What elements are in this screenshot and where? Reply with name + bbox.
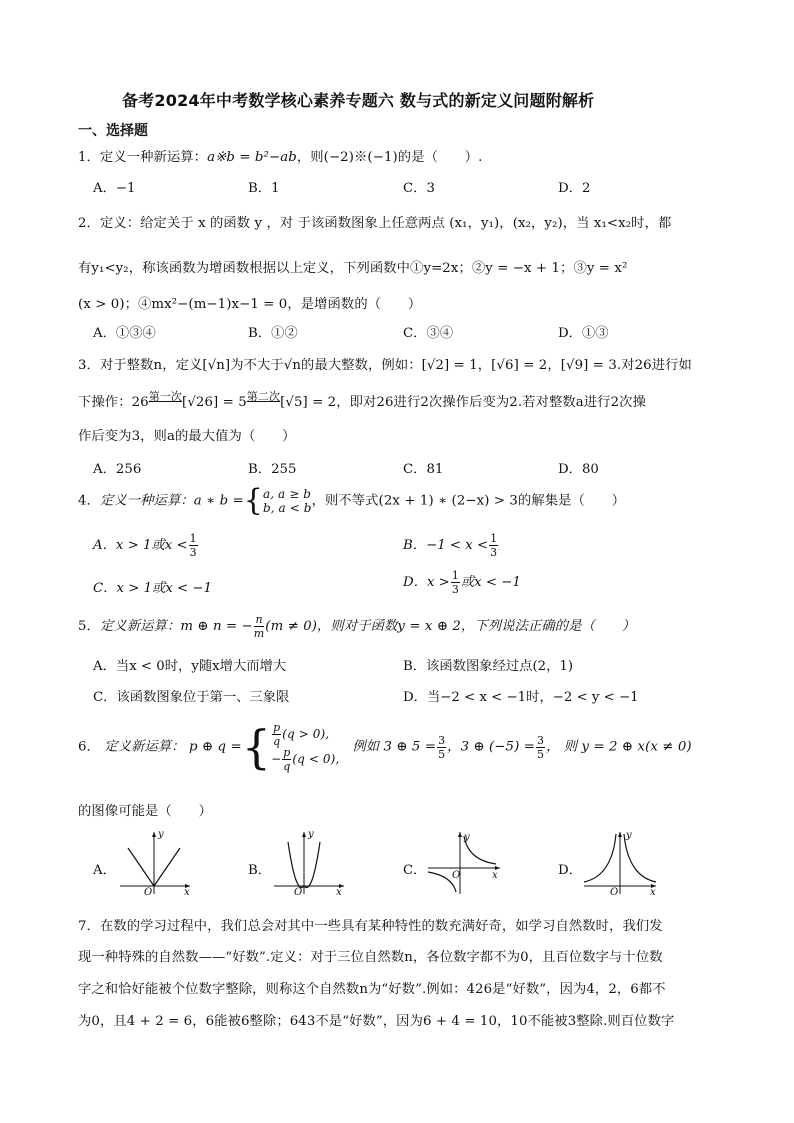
question-3-line3: 作后变为3，则a的最大值为（ ） <box>78 429 296 444</box>
question-text: 对于整数n，定义[√n]为不大于√n的最大整数，例如：[√2] = 1，[√6] = 2，[√9] = 3.对26进行如 <box>99 358 692 373</box>
option-a: A．①③④ <box>93 326 156 341</box>
question-7 <box>78 915 663 934</box>
x-label: x <box>184 887 190 896</box>
denominator: 5 <box>438 747 446 761</box>
denominator: 5 <box>536 747 545 761</box>
question-5 <box>78 614 635 639</box>
option-b: B．255 <box>248 462 297 477</box>
step-label: 第二次 <box>246 390 281 403</box>
numerator: 1 <box>189 532 197 545</box>
option-c: C．③④ <box>403 326 454 341</box>
question-number: 7． <box>78 919 100 934</box>
origin-label: O <box>452 870 461 881</box>
question-text: 在数的学习过程中，我们总会对其中一些具有某种特性的数充满好奇，如学习自然数时，我们发 <box>99 919 663 934</box>
numerator: n <box>255 613 263 626</box>
option-b: B．该函数图象经过点(2，1) <box>403 659 574 674</box>
graph-b <box>272 828 350 896</box>
option-b: B．1 <box>248 181 280 196</box>
y-label: y <box>158 829 164 840</box>
y-arrow <box>302 832 306 837</box>
question-text: ， 则 y = 2 ⊕ x(x ≠ 0) <box>546 739 692 755</box>
graph-c <box>426 828 506 896</box>
question-text: (m ≠ 0)，则对于函数y = x ⊕ 2，下列说法正确的是（ ） <box>265 619 636 634</box>
y-label: y <box>308 829 314 840</box>
question-4 <box>78 483 626 518</box>
piecewise-cases <box>271 722 339 772</box>
question-3 <box>78 354 692 373</box>
denominator: q <box>283 760 291 773</box>
question-text: 下操作：26 <box>78 395 149 410</box>
option-b <box>403 533 499 558</box>
question-text: [√26] = 5 <box>182 395 247 410</box>
option-text: D．x > <box>403 575 450 590</box>
question-2 <box>78 212 671 231</box>
question-7-line3: 字之和恰好能被个位数字整除，则称这个自然数n为“好数”.例如：426是“好数”，因为4，2，6都不 <box>78 982 666 997</box>
question-text: 定义：给定关于 x 的函数 y ，对 于该函数图象上任意两点 (x₁，y₁)，(x₂，y₂)，当 x₁<x₂时，都 <box>99 216 672 231</box>
question-number: 2． <box>78 216 100 231</box>
fraction <box>189 533 198 558</box>
option-c: C．该函数图象位于第一、三象限 <box>93 690 290 705</box>
section-heading: 一、选择题 <box>78 123 148 139</box>
option-b: B．①② <box>248 326 298 341</box>
question-number: 4． <box>78 493 100 509</box>
option-c: C． <box>403 863 427 878</box>
question-text: 定义新运算： p ⊕ q = <box>104 739 242 755</box>
question-number: 6． <box>78 739 100 755</box>
denominator: 3 <box>451 583 459 596</box>
case-1: (q > 0), <box>282 727 330 741</box>
numerator: p <box>273 721 281 734</box>
fraction <box>536 735 545 760</box>
question-6-line2: 的图像可能是（ ） <box>78 804 212 819</box>
question-text: ，3 ⊕ (−5) = <box>447 739 535 755</box>
question-number: 3． <box>78 358 100 373</box>
option-c: C．x > 1或x < −1 <box>93 581 213 596</box>
origin-label: O <box>610 887 619 896</box>
graph-a <box>118 828 196 896</box>
numerator: 1 <box>490 532 498 545</box>
question-7-line4: 为0，且4 + 2 = 6，6能被6整除；643不是“好数”，因为6 + 4 = 10，10不能被3整除.则百位数字 <box>78 1014 675 1029</box>
question-1 <box>78 146 483 165</box>
y-label: y <box>626 830 632 841</box>
option-a <box>93 533 199 558</box>
piecewise-cases <box>263 487 312 515</box>
brace: { <box>243 483 263 518</box>
question-6 <box>78 722 692 772</box>
question-7-line2: 现一种特殊的自然数——“好数”.定义：对于三位自然数n，各位数字都不为0，且百位数字与十位数 <box>78 950 663 965</box>
option-a: A． <box>93 863 116 878</box>
option-c: C．3 <box>403 181 435 196</box>
origin-label: O <box>294 887 303 896</box>
question-2-line3: (x > 0)；④mx²−(m−1)x−1 = 0，是增函数的（ ） <box>78 297 422 312</box>
question-number: 5． <box>78 619 100 634</box>
option-b: B． <box>248 863 272 878</box>
y-label: y <box>464 832 470 843</box>
denominator: 3 <box>189 546 197 559</box>
option-a: A．当x < 0时，y随x增大而增大 <box>93 659 287 674</box>
origin-label: O <box>144 887 153 896</box>
y-arrow <box>618 832 622 837</box>
y-arrow <box>152 832 156 837</box>
case-1: a, a ≥ b <box>262 487 312 501</box>
denominator: q <box>273 735 281 748</box>
question-text: 定义一种运算：a ∗ b = <box>99 493 244 509</box>
option-a: A．−1 <box>93 181 136 196</box>
numerator: 3 <box>438 733 446 747</box>
option-d: D． <box>558 863 582 878</box>
x-label: x <box>492 870 498 881</box>
formula: a※b = b²−ab <box>207 150 297 165</box>
option-d: D．①③ <box>558 326 609 341</box>
fraction <box>451 570 460 595</box>
minus-sign: − <box>271 752 282 766</box>
option-text: 或x < −1 <box>460 575 521 590</box>
question-2-line2: 有y₁<y₂，称该函数为增函数根据以上定义，下列函数中①y=2x；②y = −x + 1；③y = x² <box>78 261 628 276</box>
denominator: m <box>253 627 265 640</box>
page-title: 备考2024年中考数学核心素养专题六 数与式的新定义问题附解析 <box>122 91 595 110</box>
option-d: D．2 <box>558 181 591 196</box>
question-text: ，则不等式(2x + 1) ∗ (2−x) > 3的解集是（ ） <box>311 493 626 509</box>
option-d <box>403 570 521 595</box>
numerator: 3 <box>536 733 545 747</box>
fraction <box>272 722 281 747</box>
y-arrow <box>458 832 462 837</box>
option-d: D．80 <box>558 462 599 477</box>
hyperbola-branch-right <box>624 834 656 882</box>
fraction <box>254 614 265 639</box>
brace: { <box>241 720 272 774</box>
case-2: (q < 0), <box>292 752 340 766</box>
question-text: 定义新运算：m ⊕ n = − <box>99 619 253 634</box>
x-label: x <box>650 887 656 896</box>
numerator: 1 <box>451 569 459 582</box>
option-text: A．x > 1或x < <box>93 538 188 553</box>
question-3-line2 <box>78 388 646 410</box>
graph-d <box>582 828 662 896</box>
step-label: 第一次 <box>148 390 183 403</box>
question-text: 例如 3 ⊕ 5 = <box>352 739 437 755</box>
fraction <box>437 735 446 760</box>
hyperbola-branch-left <box>584 834 616 882</box>
option-text: B．−1 < x < <box>403 538 489 553</box>
question-number: 1． <box>78 150 100 165</box>
option-c: C．81 <box>403 462 444 477</box>
question-text: [√5] = 2，即对26进行2次操作后变为2.若对整数a进行2次操 <box>280 395 646 410</box>
question-text: ，则(−2)※(−1)的是（ ）. <box>296 150 483 165</box>
fraction <box>282 747 291 772</box>
numerator: p <box>283 746 291 759</box>
option-a: A．256 <box>93 462 142 477</box>
fraction <box>489 533 498 558</box>
x-label: x <box>336 887 342 896</box>
question-text: 定义一种新运算： <box>99 150 208 165</box>
denominator: 3 <box>490 546 498 559</box>
option-d: D．当−2 < x < −1时，−2 < y < −1 <box>403 690 639 705</box>
case-2: b, a < b <box>262 501 312 515</box>
